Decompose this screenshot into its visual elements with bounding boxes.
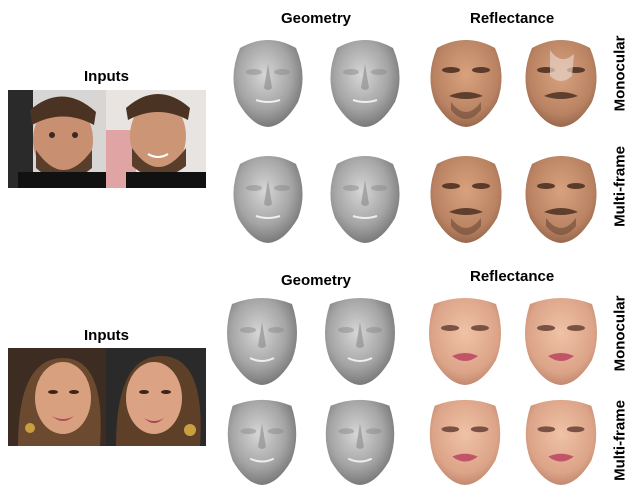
geometry-face-man-multiframe-2 xyxy=(325,152,405,244)
geometry-face-man-monocular-1 xyxy=(228,36,308,128)
row-label-monocular-top: Monocular xyxy=(611,35,629,112)
reflectance-label-bottom: Reflectance xyxy=(470,268,555,285)
row-label-multiframe-bottom: Multi-frame xyxy=(611,400,629,481)
reflectance-face-man-multiframe-1 xyxy=(425,152,507,244)
input-photo-man-2 xyxy=(106,90,206,188)
geometry-label-bottom: Geometry xyxy=(281,272,352,289)
reflectance-face-man-monocular-1 xyxy=(425,36,507,128)
inputs-label-bottom: Inputs xyxy=(84,327,129,344)
geometry-face-woman-multiframe-1 xyxy=(222,396,302,486)
reflectance-label-top: Reflectance xyxy=(470,10,555,27)
row-label-monocular-bottom: Monocular xyxy=(611,295,629,372)
input-photo-man-1 xyxy=(8,90,106,188)
reflectance-face-woman-multiframe-2 xyxy=(520,396,602,486)
inputs-label-top: Inputs xyxy=(84,68,129,85)
geometry-label-top: Geometry xyxy=(281,10,352,27)
reflectance-face-man-multiframe-2 xyxy=(520,152,602,244)
reflectance-face-woman-multiframe-1 xyxy=(424,396,506,486)
geometry-face-woman-multiframe-2 xyxy=(320,396,400,486)
reflectance-face-woman-monocular-2 xyxy=(520,294,602,386)
geometry-face-woman-monocular-2 xyxy=(320,294,400,386)
reflectance-face-man-monocular-2 xyxy=(520,36,602,128)
geometry-face-woman-monocular-1 xyxy=(222,294,302,386)
row-label-multiframe-top: Multi-frame xyxy=(611,146,629,227)
geometry-face-man-monocular-2 xyxy=(325,36,405,128)
input-photo-woman-1 xyxy=(8,348,106,446)
input-photo-woman-2 xyxy=(106,348,206,446)
geometry-face-man-multiframe-1 xyxy=(228,152,308,244)
reflectance-face-woman-monocular-1 xyxy=(424,294,506,386)
